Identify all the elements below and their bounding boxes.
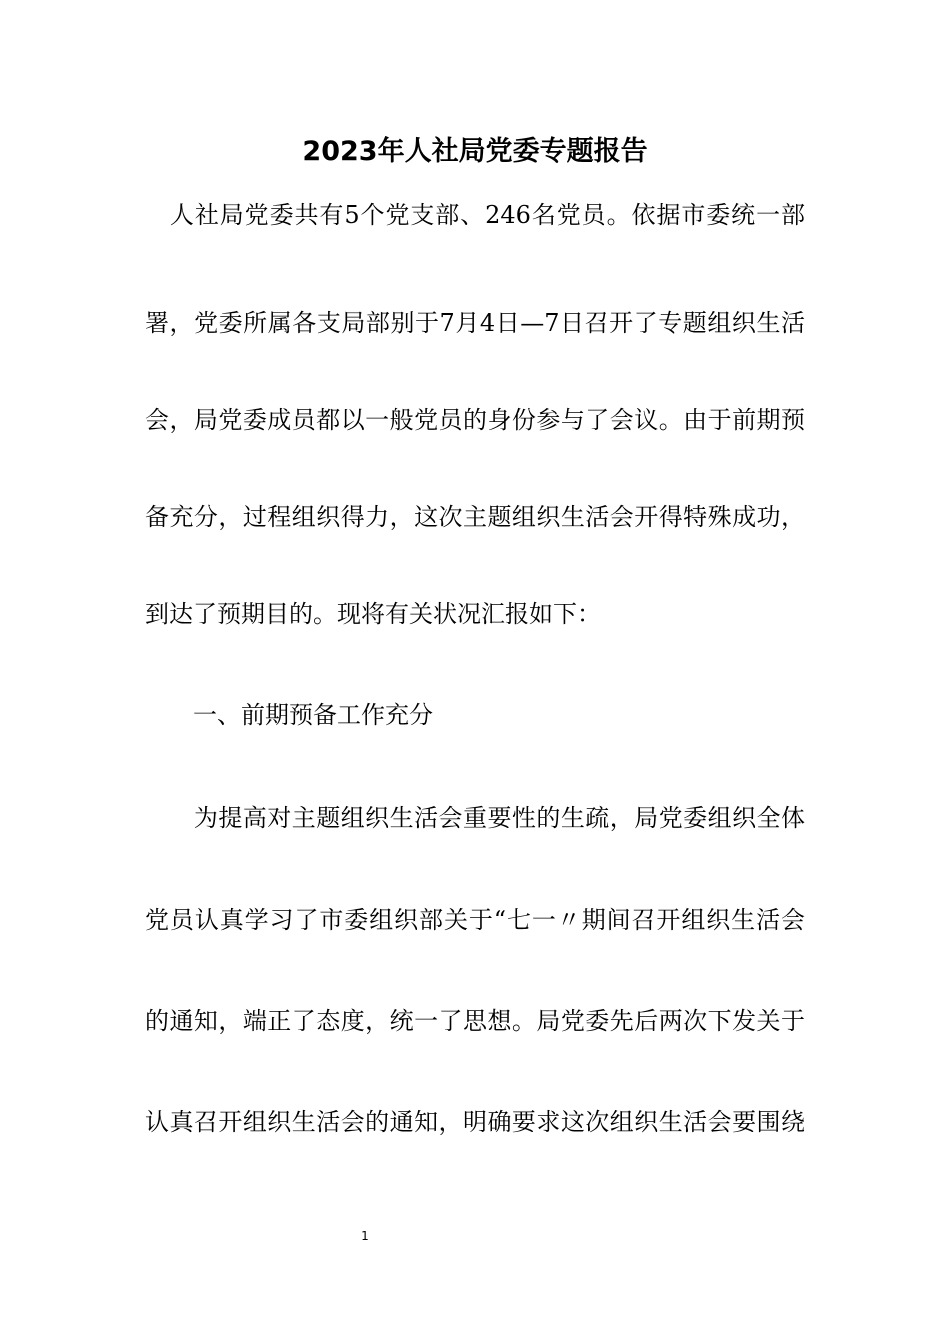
paragraph-line-2: 署，党委所属各支局部别于7月4日—7日召开了专题组织生活 <box>145 309 805 337</box>
section-heading: 一、前期预备工作充分 <box>193 701 433 729</box>
page-number: 1 <box>361 1229 369 1243</box>
paragraph-line-3: 会，局党委成员都以一般党员的身份参与了会议。由于前期预 <box>145 406 805 434</box>
section-line-3: 的通知，端正了态度，统一了思想。局党委先后两次下发关于 <box>145 1007 805 1035</box>
section-line-4: 认真召开组织生活会的通知，明确要求这次组织生活会要围绕 <box>145 1108 805 1136</box>
document-title: 2023年人社局党委专题报告 <box>302 136 648 167</box>
paragraph-line-5: 到达了预期目的。现将有关状况汇报如下： <box>145 600 601 628</box>
paragraph-line-1: 人社局党委共有5个党支部、246名党员。依据市委统一部 <box>145 201 805 229</box>
section-line-2: 党员认真学习了市委组织部关于“七一〃期间召开组织生活会 <box>145 906 805 934</box>
paragraph-line-4: 备充分，过程组织得力，这次主题组织生活会开得特殊成功， <box>145 503 805 531</box>
section-line-1: 为提高对主题组织生活会重要性的生疏，局党委组织全体 <box>145 804 805 832</box>
